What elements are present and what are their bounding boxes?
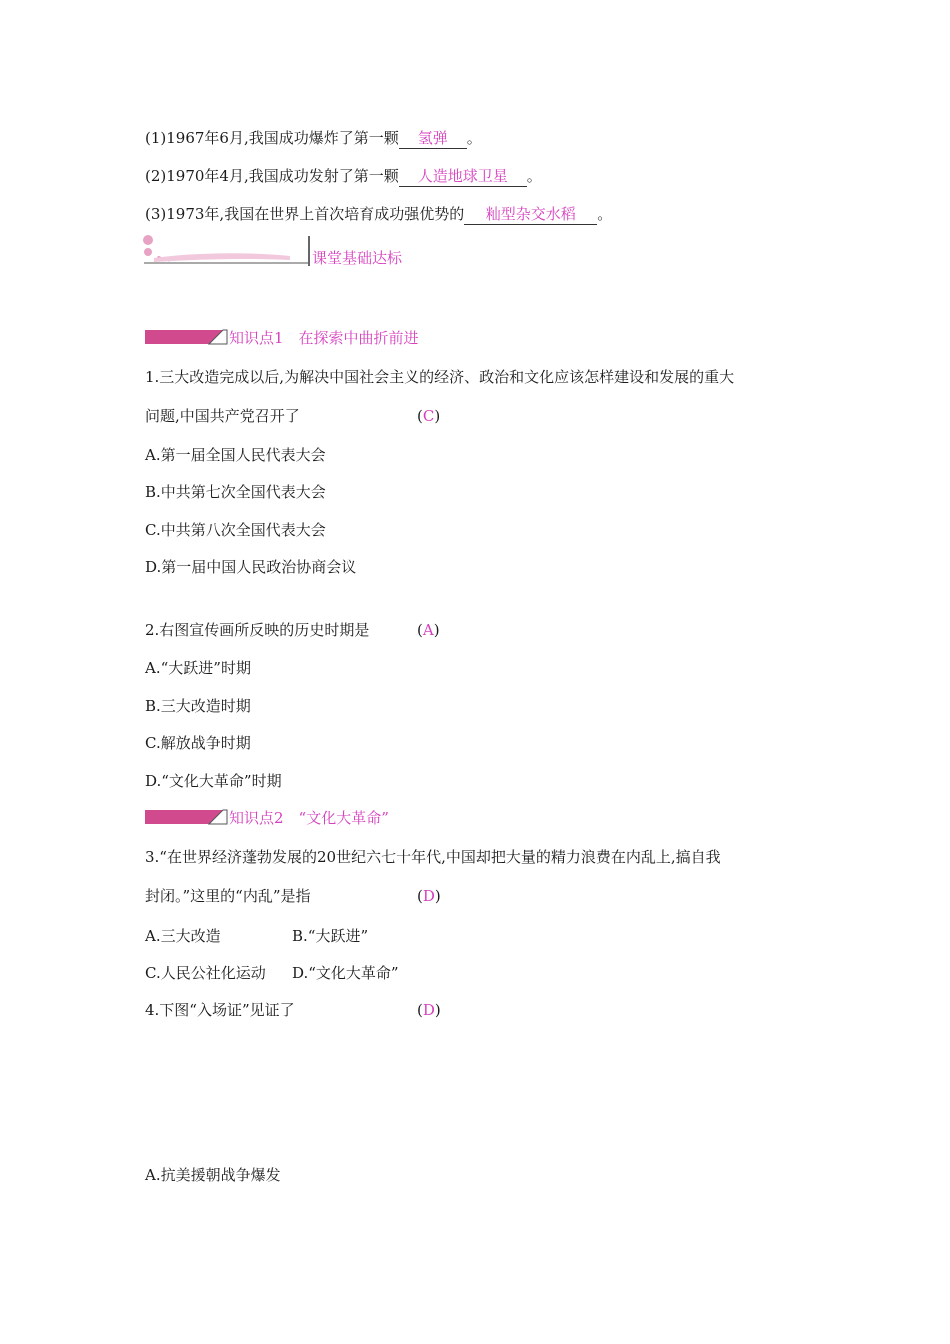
question-3-line-1: 3.“在世界经济蓬勃发展的20世纪六七十年代,中国却把大量的精力浪费在内乱上,搞自我 (145, 848, 721, 866)
answer-letter: C (422, 407, 435, 425)
question-1-line-1: 1.三大改造完成以后,为解决中国社会主义的经济、政治和文化应该怎样建设和发展的重大 (145, 368, 735, 386)
section-title: 课堂基础达标 (312, 249, 403, 267)
fill-line-3 (145, 204, 612, 225)
option: D.“文化大革命”时期 (145, 772, 282, 790)
answer-bracket: (D) (417, 887, 441, 905)
option: D.第一届中国人民政治协商会议 (145, 558, 357, 576)
fill-prefix: (1)1967年6月,我国成功爆炸了第一颗 (145, 129, 399, 147)
option: A.第一届全国人民代表大会 (145, 446, 326, 464)
knowledge-point-tab-icon (205, 328, 229, 346)
answer-bracket: (A) (417, 621, 440, 639)
knowledge-point-label: 知识点1 在探索中曲折前进 (229, 329, 419, 347)
question-stem: 问题,中国共产党召开了 (145, 407, 300, 425)
fill-suffix: 。 (597, 205, 613, 223)
option: C.中共第八次全国代表大会 (145, 521, 326, 539)
answer-letter: A (422, 621, 434, 639)
fill-answer: 籼型杂交水稻 (464, 204, 597, 225)
fill-suffix: 。 (526, 167, 542, 185)
answer-bracket: (D) (417, 1001, 441, 1019)
question-1-line-2 (145, 406, 441, 426)
fill-line-1 (145, 128, 482, 149)
fill-answer: 氢弹 (399, 128, 467, 149)
answer-letter: D (422, 887, 435, 905)
question-stem: 封闭。”这里的“内乱”是指 (145, 887, 311, 905)
fill-answer: 人造地球卫星 (399, 166, 527, 187)
fill-suffix: 。 (466, 129, 482, 147)
option: A.三大改造 (145, 927, 221, 945)
fill-prefix: (2)1970年4月,我国成功发射了第一颗 (145, 167, 399, 185)
fill-line-2 (145, 166, 542, 187)
option: A.抗美援朝战争爆发 (145, 1166, 281, 1184)
option: A.“大跃进”时期 (145, 659, 251, 677)
option: B.三大改造时期 (145, 697, 251, 715)
section-decoration-icon (140, 232, 312, 268)
answer-letter: D (422, 1001, 435, 1019)
fill-prefix: (3)1973年,我国在世界上首次培育成功强优势的 (145, 205, 465, 223)
knowledge-point-label: 知识点2 “文化大革命” (229, 809, 389, 827)
option: B.“大跃进” (292, 927, 369, 945)
option: C.解放战争时期 (145, 734, 251, 752)
answer-bracket: (C) (417, 407, 441, 425)
option: B.中共第七次全国代表大会 (145, 483, 326, 501)
option: D.“文化大革命” (292, 964, 399, 982)
question-stem: 4.下图“入场证”见证了 (145, 1001, 295, 1019)
question-3-line-2 (145, 886, 441, 906)
question-4-line-1 (145, 1000, 441, 1020)
knowledge-point-tab-icon (205, 808, 229, 826)
option: C.人民公社化运动 (145, 964, 266, 982)
section-header (140, 232, 440, 268)
question-2-line-1 (145, 620, 440, 640)
question-stem: 2.右图宣传画所反映的历史时期是 (145, 621, 370, 639)
